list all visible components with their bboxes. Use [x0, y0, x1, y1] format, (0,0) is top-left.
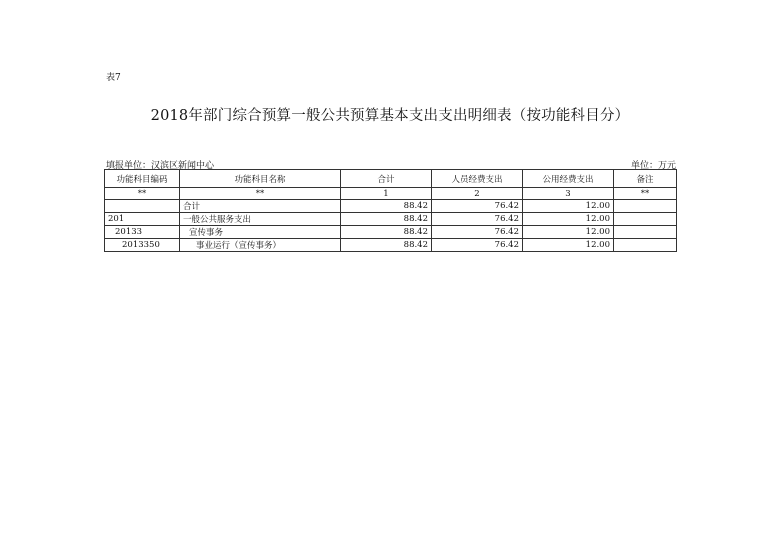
index-cell: **	[614, 188, 677, 200]
personnel-cell: 76.42	[432, 239, 523, 252]
code-cell	[105, 200, 180, 213]
total-cell: 88.42	[341, 213, 432, 226]
name-cell: 宣传事务	[180, 226, 341, 239]
public-cell: 12.00	[523, 226, 614, 239]
header-name: 功能科目名称	[180, 170, 341, 188]
budget-table	[104, 169, 677, 252]
page-title: 2018年部门综合预算一般公共预算基本支出支出明细表（按功能科目分）	[150, 108, 630, 124]
public-cell: 12.00	[523, 200, 614, 213]
index-cell: 2	[432, 188, 523, 200]
index-row	[105, 188, 677, 200]
header-note: 备注	[614, 170, 677, 188]
table-row	[105, 239, 677, 252]
personnel-cell: 76.42	[432, 226, 523, 239]
table-row	[105, 226, 677, 239]
index-cell: **	[180, 188, 341, 200]
total-cell: 88.42	[341, 239, 432, 252]
note-cell	[614, 200, 677, 213]
total-cell: 88.42	[341, 226, 432, 239]
note-cell	[614, 226, 677, 239]
header-code: 功能科目编码	[105, 170, 180, 188]
header-row	[105, 170, 677, 188]
table-row	[105, 200, 677, 213]
code-cell: 20133	[105, 226, 180, 239]
name-cell: 合计	[180, 200, 341, 213]
code-cell: 2013350	[105, 239, 180, 252]
index-cell: **	[105, 188, 180, 200]
public-cell: 12.00	[523, 213, 614, 226]
code-cell: 201	[105, 213, 180, 226]
table-row	[105, 213, 677, 226]
index-cell: 1	[341, 188, 432, 200]
public-cell: 12.00	[523, 239, 614, 252]
header-total: 合计	[341, 170, 432, 188]
table-number: 表7	[106, 73, 121, 83]
total-cell: 88.42	[341, 200, 432, 213]
note-cell	[614, 213, 677, 226]
header-public: 公用经费支出	[523, 170, 614, 188]
personnel-cell: 76.42	[432, 213, 523, 226]
name-cell: 一般公共服务支出	[180, 213, 341, 226]
currency-unit: 单位：万元	[630, 161, 676, 171]
reporting-unit: 填报单位：汉滨区新闻中心	[106, 161, 215, 171]
note-cell	[614, 239, 677, 252]
index-cell: 3	[523, 188, 614, 200]
personnel-cell: 76.42	[432, 200, 523, 213]
name-cell: 事业运行（宣传事务）	[180, 239, 341, 252]
header-personnel: 人员经费支出	[432, 170, 523, 188]
